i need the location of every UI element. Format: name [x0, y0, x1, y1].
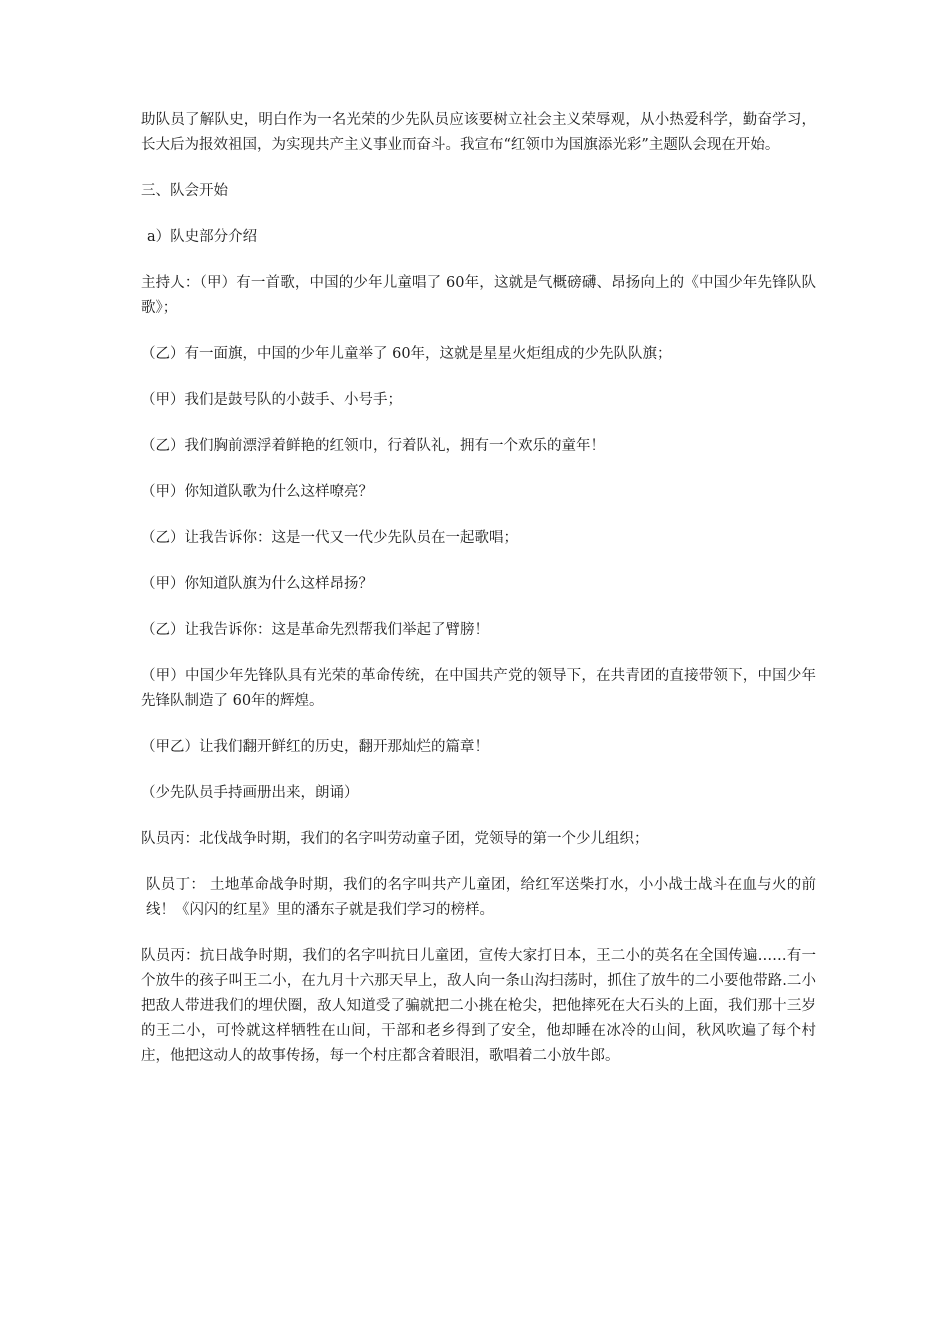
dialogue-line: 队员丙：北伐战争时期，我们的名字叫劳动童子团，党领导的第一个少儿组织；: [141, 831, 649, 847]
intro-paragraph: 助队员了解队史，明白作为一名光荣的少先队员应该要树立社会主义荣辱观，从小热爱科学，勤奋学习，长大后为报效祖国，为实现共产主义事业而奋斗。我宣布“红领巾为国旗添光彩”主题队会现在开始。: [141, 112, 816, 153]
dialogue-line: 队员丁： 土地革命战争时期，我们的名字叫共产儿童团，给红军送柴打水，小小战士战斗在血与火的前线！《闪闪的红星》里的潘东子就是我们学习的榜样。: [146, 877, 816, 918]
subsection-heading: a）队史部分介绍: [147, 229, 258, 245]
section-heading: 三、队会开始: [141, 183, 228, 199]
dialogue-line: （乙）让我告诉你：这是一代又一代少先队员在一起歌唱；: [141, 530, 518, 546]
dialogue-line: （乙）让我告诉你：这是革命先烈帮我们举起了臂膀！: [141, 622, 489, 638]
dialogue-line: 主持人：（甲）有一首歌，中国的少年儿童唱了 60年，这就是气概磅礴、昂扬向上的《中国少年先锋队队歌》；: [141, 275, 816, 316]
stage-direction: （少先队员手持画册出来，朗诵）: [141, 785, 359, 801]
dialogue-line: （乙）有一面旗，中国的少年儿童举了 60年，这就是星星火炬组成的少先队队旗；: [141, 346, 672, 362]
dialogue-line: （甲乙）让我们翻开鲜红的历史，翻开那灿烂的篇章！: [141, 739, 489, 755]
dialogue-line: 队员丙：抗日战争时期，我们的名字叫抗日儿童团，宣传大家打日本，王二小的英名在全国传遍……有一个放牛的孩子叫王二小，在九月十六那天早上，敌人向一条山沟扫荡时，抓住了放牛的二小要他带路.二小把敌人带进我们的埋伏圈，敌人知道受了骗就把二小挑在枪尖，把他摔死在大石头的上面，我们那十三岁的王二小，可怜就这样牺牲在山间，干部和老乡得到了安全，他却睡在冰冷的山间，秋风吹遍了每个村庄，他把这动人的故事传扬，每一个村庄都含着眼泪，歌唱着二小放牛郎。: [141, 948, 816, 1064]
dialogue-line: （甲）中国少年先锋队具有光荣的革命传统，在中国共产党的领导下，在共青团的直接带领下，中国少年先锋队制造了 60年的辉煌。: [141, 668, 816, 709]
dialogue-line: （甲）你知道队旗为什么这样昂扬？: [141, 576, 373, 592]
dialogue-line: （甲）你知道队歌为什么这样嘹亮？: [141, 484, 373, 500]
document-body: [141, 108, 816, 1090]
dialogue-line: （甲）我们是鼓号队的小鼓手、小号手；: [141, 392, 402, 408]
dialogue-line: （乙）我们胸前漂浮着鲜艳的红领巾，行着队礼，拥有一个欢乐的童年！: [141, 438, 605, 454]
